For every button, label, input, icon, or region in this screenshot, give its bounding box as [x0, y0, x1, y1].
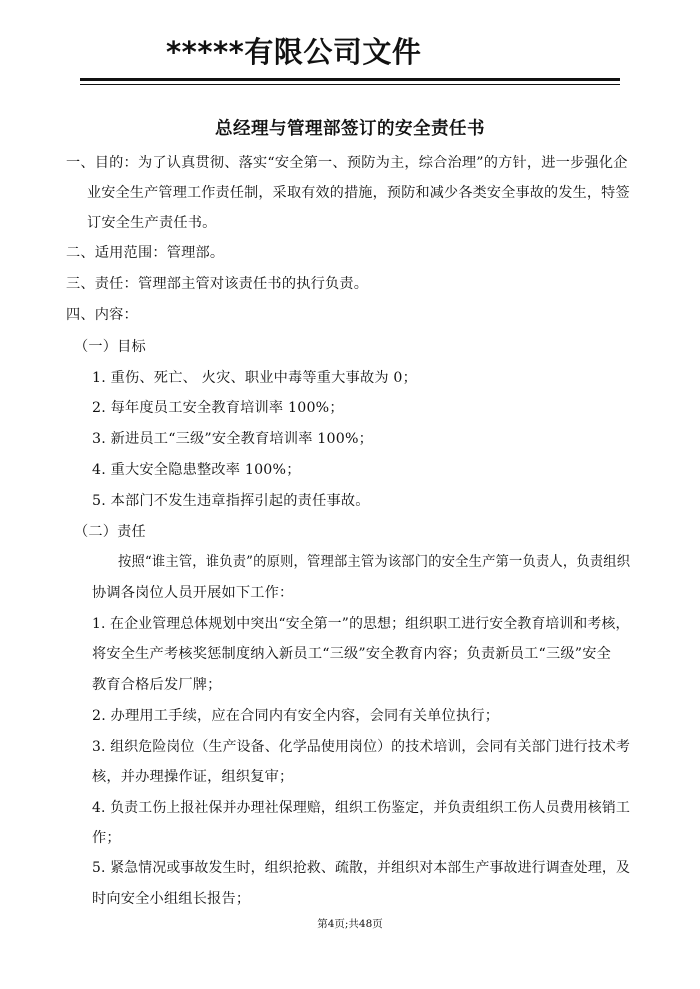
goal-item-5: 5. 本部门不发生违章指挥引起的责任事故。 — [92, 493, 370, 509]
goal-item-2: 2. 每年度员工安全教育培训率 100%； — [92, 400, 344, 416]
section-2-line: 二、适用范围：管理部。 — [66, 245, 225, 261]
subsection-duties-heading: （二）责任 — [74, 524, 146, 540]
duties-intro-line-2: 协调各岗位人员开展如下工作： — [92, 585, 294, 601]
goal-item-3: 3. 新进员工“三级”安全教育培训率 100%； — [92, 431, 374, 447]
section-1-line-3: 订安全生产责任书。 — [87, 215, 217, 231]
header-rule-thick — [80, 78, 620, 81]
duty-item-4-line-1: 4. 负责工伤上报社保并办理社保理赔，组织工伤鉴定，并负责组织工伤人员费用核销工 — [92, 800, 630, 816]
section-1-line-2: 业安全生产管理工作责任制，采取有效的措施，预防和减少各类安全事故的发生，特签 — [87, 185, 630, 201]
document-title: 总经理与管理部签订的安全责任书 — [215, 119, 485, 139]
duty-item-1-line-1: 1. 在企业管理总体规划中突出“安全第一”的思想；组织职工进行安全教育培训和考核， — [92, 616, 630, 632]
section-1-line-1: 一、目的：为了认真贯彻、落实“安全第一、预防为主，综合治理”的方针，进一步强化企 — [66, 155, 628, 171]
section-4-heading: 四、内容： — [66, 307, 138, 323]
duty-item-1-line-2: 将安全生产考核奖惩制度纳入新员工“三级”安全教育内容；负责新员工“三级”安全 — [92, 646, 611, 662]
duty-item-3-line-2: 核，并办理操作证，组织复审； — [92, 769, 294, 785]
duty-item-5-line-1: 5. 紧急情况或事故发生时，组织抢救、疏散，并组织对本部生产事故进行调查处理，及 — [92, 860, 630, 876]
header-rule-thin — [80, 84, 620, 85]
page-number-footer: 第4页;共48页 — [317, 918, 383, 930]
subsection-goals-heading: （一）目标 — [74, 339, 146, 355]
document-header-title: *****有限公司文件 — [166, 35, 422, 69]
duty-item-4-line-2: 作； — [92, 830, 121, 846]
goal-item-4: 4. 重大安全隐患整改率 100%； — [92, 462, 301, 478]
duties-intro-line-1: 按照“谁主管，谁负责”的原则，管理部主管为该部门的安全生产第一负责人，负责组织 — [118, 554, 631, 570]
duty-item-5-line-2: 时向安全小组组长报告； — [92, 891, 251, 907]
duty-item-3-line-1: 3. 组织危险岗位（生产设备、化学品使用岗位）的技术培训，会同有关部门进行技术考 — [92, 739, 630, 755]
duty-item-2: 2. 办理用工手续，应在合同内有安全内容，会同有关单位执行； — [92, 708, 500, 724]
section-3-line: 三、责任：管理部主管对该责任书的执行负责。 — [66, 276, 369, 292]
goal-item-1: 1. 重伤、死亡、 火灾、职业中毒等重大事故为 0； — [92, 370, 418, 386]
duty-item-1-line-3: 教育合格后发厂牌； — [92, 677, 222, 693]
